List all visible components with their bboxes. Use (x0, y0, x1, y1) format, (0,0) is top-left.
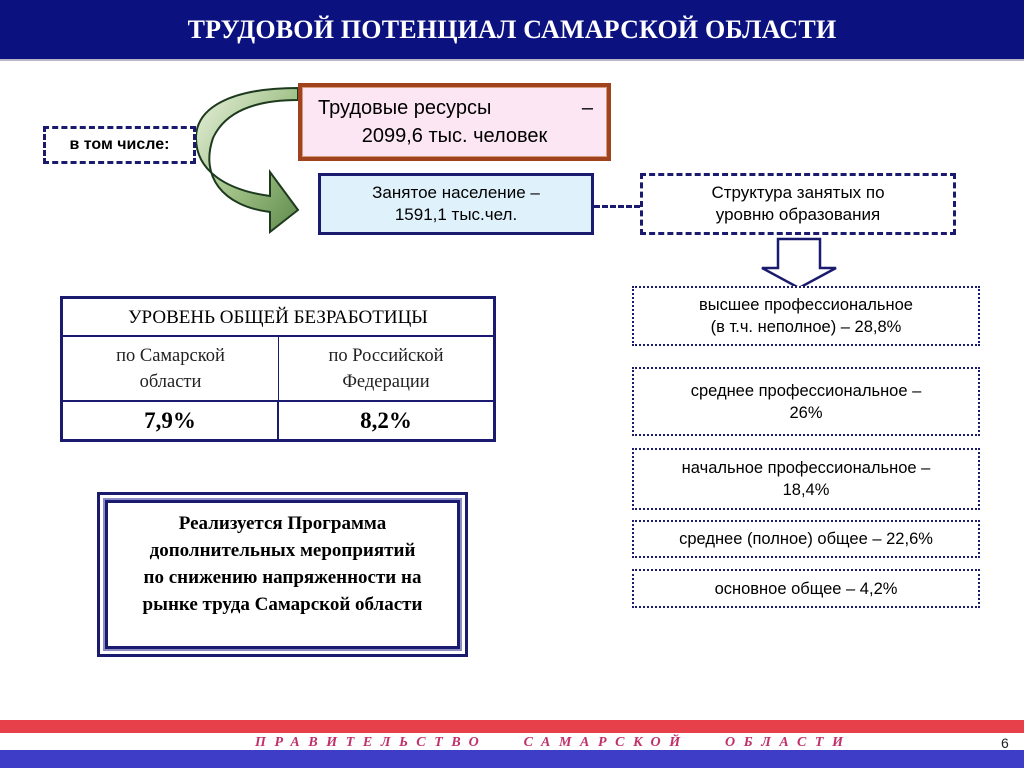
including-label-box (43, 126, 196, 164)
edu-secondary-prof-box (632, 367, 980, 436)
samara-header-line2: области (139, 372, 202, 392)
edu-primary-prof-line1: начальное профессиональное – (681, 459, 931, 477)
education-structure-box (640, 173, 956, 235)
employed-value: 1591,1 тыс.чел. (394, 205, 518, 224)
program-line1: Реализуется Программа (178, 513, 387, 534)
labor-resources-label: Трудовые ресурсы (318, 97, 492, 119)
employed-label: Занятое население – (372, 183, 540, 202)
labor-resources-value: 2099,6 тыс. человек (361, 125, 548, 147)
program-line2: дополнительных мероприятий (149, 540, 416, 561)
edu-secondary-prof-line1: среднее профессиональное – (690, 381, 922, 400)
russian-federation-header (279, 337, 493, 402)
edu-primary-prof-line2: 18,4% (782, 481, 830, 499)
page-number: 6 (1001, 735, 1009, 751)
down-arrow-icon (760, 236, 840, 291)
samara-region-header (63, 337, 279, 402)
program-line4: рынке труда Самарской области (142, 594, 423, 615)
rf-header-line1: по Российской (328, 346, 444, 366)
page-title: ТРУДОВОЙ ПОТЕНЦИАЛ САМАРСКОЙ ОБЛАСТИ (187, 14, 837, 44)
edu-secondary-general-box (632, 520, 980, 558)
program-box (97, 492, 468, 657)
labor-resources-box (298, 83, 611, 161)
samara-unemployment-value: 7,9% (63, 402, 279, 439)
footer-government-label: ПРАВИТЕЛЬСТВО САМАРСКОЙ ОБЛАСТИ (255, 735, 852, 750)
edu-higher-line2: (в т.ч. неполное) – 28,8% (710, 318, 902, 336)
rf-header-line2: Федерации (342, 372, 430, 392)
structure-line2: уровню образования (715, 205, 881, 224)
edu-basic-general-line1: основное общее – 4,2% (714, 579, 898, 598)
edu-basic-general-box (632, 569, 980, 608)
title-bar (0, 0, 1024, 59)
including-label: в том числе: (69, 136, 170, 153)
edu-secondary-prof-line2: 26% (789, 403, 823, 422)
footer-blue-stripe (0, 750, 1024, 768)
edu-higher-box (632, 286, 980, 346)
dashed-connector (594, 205, 640, 208)
unemployment-table (60, 296, 496, 442)
rf-unemployment-value: 8,2% (360, 408, 412, 433)
edu-secondary-general-line1: среднее (полное) общее – 22,6% (679, 530, 933, 548)
header-divider (0, 59, 1024, 61)
employed-population-box (318, 173, 594, 235)
edu-higher-line1: высшее профессиональное (699, 296, 913, 314)
program-text (105, 500, 460, 649)
unemployment-title: УРОВЕНЬ ОБЩЕЙ БЕЗРАБОТИЦЫ (63, 299, 493, 337)
labor-resources-dash: – (581, 97, 593, 119)
program-line3: по снижению напряженности на (143, 567, 422, 588)
samara-header-line1: по Самарской (116, 346, 225, 366)
structure-line1: Структура занятых по (711, 183, 885, 202)
footer-red-stripe (0, 720, 1024, 733)
edu-primary-prof-box (632, 448, 980, 510)
